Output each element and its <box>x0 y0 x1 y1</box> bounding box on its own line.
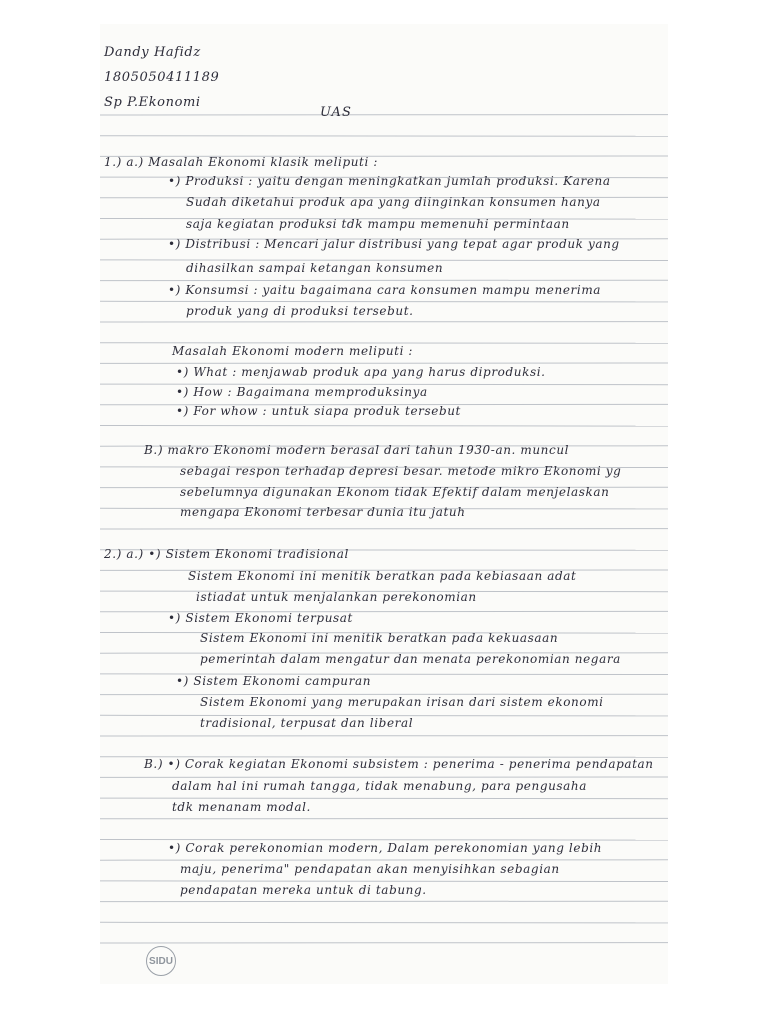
logo-text: SIDU <box>149 956 173 967</box>
answer-line: maju, penerima" pendapatan akan menyisihkan sebagian <box>180 862 560 876</box>
answer-line: 2.) a.) •) Sistem Ekonomi tradisional <box>104 547 349 561</box>
answer-line: Sudah diketahui produk apa yang diinginkan konsumen hanya <box>186 195 601 209</box>
answer-line: •) Distribusi : Mencari jalur distribusi yang tepat agar produk yang <box>168 237 620 251</box>
answer-line: pendapatan mereka untuk di tabung. <box>180 883 427 897</box>
ruled-line <box>100 301 668 302</box>
answer-line: •) For whow : untuk siapa produk tersebut <box>176 404 461 418</box>
answer-line: istiadat untuk menjalankan perekonomian <box>196 590 477 604</box>
ruled-line <box>100 922 668 923</box>
answer-line: dihasilkan sampai ketangan konsumen <box>186 261 444 275</box>
answer-line: produk yang di produksi tersebut. <box>186 304 414 318</box>
answer-line: •) How : Bagaimana memproduksinya <box>176 385 428 399</box>
answer-line: sebelumnya digunakan Ekonom tidak Efektif dalam menjelaskan <box>180 485 610 499</box>
answer-line: mengapa Ekonomi terbesar dunia itu jatuh <box>180 505 466 519</box>
answer-line: •) Sistem Ekonomi campuran <box>176 674 372 688</box>
answer-line: 1.) a.) Masalah Ekonomi klasik meliputi : <box>104 155 378 169</box>
answer-line: •) Sistem Ekonomi terpusat <box>168 611 353 625</box>
answer-line: tdk menanam modal. <box>172 800 311 814</box>
student-name: Dandy Hafidz <box>104 45 201 60</box>
page-title: UAS <box>320 105 352 120</box>
answer-line: •) Produksi : yaitu dengan meningkatkan jumlah produksi. Karena <box>168 174 611 188</box>
notebook-page <box>100 24 668 984</box>
answer-line: •) Corak perekonomian modern, Dalam perekonomian yang lebih <box>168 841 603 855</box>
answer-line: pemerintah dalam mengatur dan menata perekonomian negara <box>200 652 621 666</box>
answer-line: Sistem Ekonomi ini menitik beratkan pada kebiasaan adat <box>188 569 577 583</box>
answer-line: dalam hal ini rumah tangga, tidak menabung, para pengusaha <box>172 779 588 793</box>
answer-line: tradisional, terpusat dan liberal <box>200 716 414 730</box>
sidu-logo <box>146 946 176 976</box>
ruled-line <box>100 840 668 841</box>
answer-line: saja kegiatan produksi tdk mampu memenuhi permintaan <box>186 217 570 231</box>
answer-line: •) What : menjawab produk apa yang harus diproduksi. <box>176 365 546 379</box>
ruled-line <box>100 426 668 427</box>
student-id: 1805050411189 <box>104 70 220 85</box>
answer-line: B.) •) Corak kegiatan Ekonomi subsistem : penerima - penerima pendapatan <box>144 757 654 771</box>
answer-line: Sistem Ekonomi ini menitik beratkan pada kekuasaan <box>200 631 559 645</box>
answer-line: sebagai respon terhadap depresi besar. metode mikro Ekonomi yg <box>180 464 622 478</box>
ruled-line <box>100 798 668 799</box>
answer-line: Masalah Ekonomi modern meliputi : <box>172 344 414 358</box>
ruled-line <box>100 881 668 882</box>
answer-line: •) Konsumsi : yaitu bagaimana cara konsumen mampu menerima <box>168 283 602 297</box>
answer-line: B.) makro Ekonomi modern berasal dari tahun 1930-an. muncul <box>144 443 570 457</box>
answer-line: Sistem Ekonomi yang merupakan irisan dari sistem ekonomi <box>200 695 604 709</box>
ruled-line <box>100 136 668 137</box>
study-program: Sp P.Ekonomi <box>104 95 201 110</box>
